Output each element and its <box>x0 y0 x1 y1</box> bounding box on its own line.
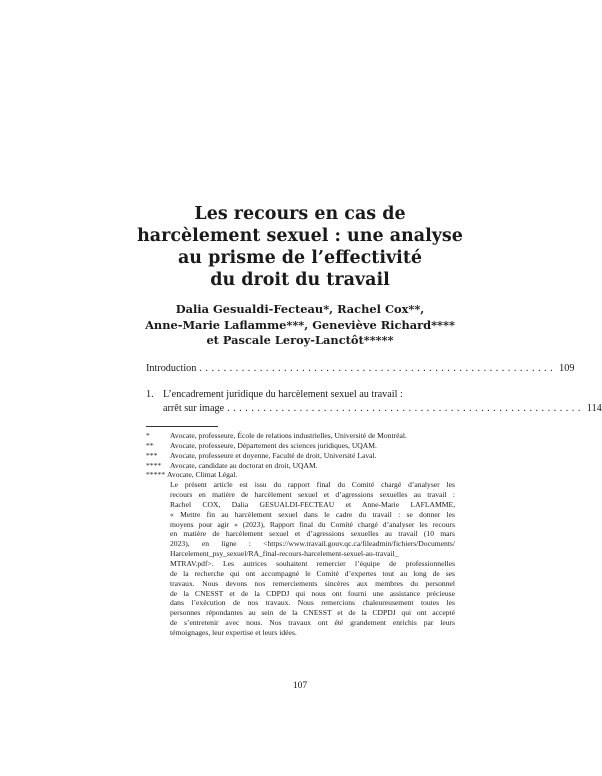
paragraph-line: Harcelement_psy_sexuel/RA_final-recours-harcelement-sexuel-au-travail_ <box>170 549 399 559</box>
paragraph-line: recours en matière de harcèlement sexuel et d’agressions sexuelles au travail : <box>170 490 455 500</box>
footnote-text: Avocate, Climat Légal. <box>166 470 238 480</box>
toc-entry-introduction[interactable] <box>146 362 575 376</box>
author-line: Dalia Gesualdi-Fecteau*, Rachel Cox**, <box>175 302 425 316</box>
footnote-mark: **** <box>146 460 162 470</box>
footnote <box>146 441 455 451</box>
footnote <box>146 461 455 471</box>
title-line: au prisme de l’effectivité <box>177 248 423 268</box>
toc-leader-dots: ........................................................... <box>227 403 584 414</box>
paragraph-line: de s’entretenir avec nous. Nos travaux ont été grandement enrichis par leurs <box>170 618 455 628</box>
paragraph-line: travaux. Nous devons nos remerciements sincères aux membres du personnel <box>170 578 455 588</box>
author-list <box>0 302 600 349</box>
table-of-contents <box>146 362 602 416</box>
paragraph-line: en matière de harcèlement sexuel et d’agressions sexuelles au travail (10 mars <box>170 529 455 539</box>
toc-page-number: 109 <box>559 363 575 374</box>
paragraph-line: « Mettre fin au harcèlement sexuel dans le cadre du travail : se donner les <box>170 509 455 519</box>
title-line: Les recours en cas de <box>194 204 406 224</box>
acknowledgement-paragraph <box>146 480 455 638</box>
paragraph-line: MTRAV.pdf>. Les autrices souhaitent remercier l’équipe de professionnelles <box>170 558 455 568</box>
toc-entry-label: Introduction <box>146 363 197 374</box>
footnote-mark: *** <box>146 450 158 460</box>
toc-section-number: 1. <box>146 389 154 400</box>
paragraph-line: témoignages, leur expertise et leurs idées. <box>170 627 297 637</box>
footnote-mark: ** <box>146 440 154 450</box>
footnote <box>146 451 455 461</box>
footnotes <box>146 431 455 638</box>
footnote-separator <box>146 426 218 427</box>
author-line: Anne-Marie Laflamme***, Geneviève Richard**** <box>145 317 455 332</box>
footnote-mark: * <box>146 431 150 440</box>
toc-entry-section-1[interactable] <box>146 388 602 416</box>
toc-leader-dots: ........................................................... <box>199 363 557 374</box>
author-line: et Pascale Leroy-Lanctôt***** <box>206 333 394 347</box>
footnote <box>146 470 455 480</box>
footnote-text: Avocate, candidate au doctorat en droit, UQAM. <box>170 460 318 470</box>
toc-entry-label: L’encadrement juridique du harcèlement sexuel au travail : <box>163 389 403 400</box>
paragraph-line: 2023), en ligne : <https://www.travail.gouv.qc.ca/fileadmin/fichiers/Documents/ <box>170 539 455 549</box>
paragraph-line: Le présent article est issu du rapport final du Comité chargé d’analyser les <box>170 480 455 490</box>
title-line: du droit du travail <box>210 270 390 290</box>
footnote-text: Avocate, professeure, École de relations industrielles, Université de Montréal. <box>170 431 407 440</box>
footnote-text: Avocate, professeure et doyenne, Faculté de droit, Université Laval. <box>170 450 377 460</box>
footnote <box>146 431 455 441</box>
footnote-mark: ***** <box>146 470 165 480</box>
paragraph-line: Rachel COX, Dalia GESUALDI-FECTEAU et Anne-Marie LAFLAMME, <box>170 499 455 509</box>
footnote-text: Avocate, professeure, Département des sciences juridiques, UQAM. <box>170 440 377 450</box>
page-number: 107 <box>292 681 308 691</box>
paragraph-line: de la CNESST et de la CDPDJ qui nous ont fourni une assistance précieuse <box>170 588 455 598</box>
paragraph-line: dans l’exécution de nos travaux. Nous remercions chaleureusement toutes les <box>170 598 455 608</box>
paragraph-line: personnes répondantes au sein de la CNESST et de la CDPDJ qui ont accepté <box>170 608 455 618</box>
title-line: harcèlement sexuel : une analyse <box>137 226 463 246</box>
paragraph-line: moyens pour agir » (2023), Rapport final du Comité chargé d’analyser les recours <box>170 519 455 529</box>
toc-entry-label-continued: arrêt sur image <box>163 403 225 414</box>
article-title <box>0 203 600 291</box>
toc-page-number: 114 <box>586 403 602 414</box>
paragraph-line: de la recherche qui ont accompagné le Comité d’expertes tout au long de ses <box>170 568 455 578</box>
